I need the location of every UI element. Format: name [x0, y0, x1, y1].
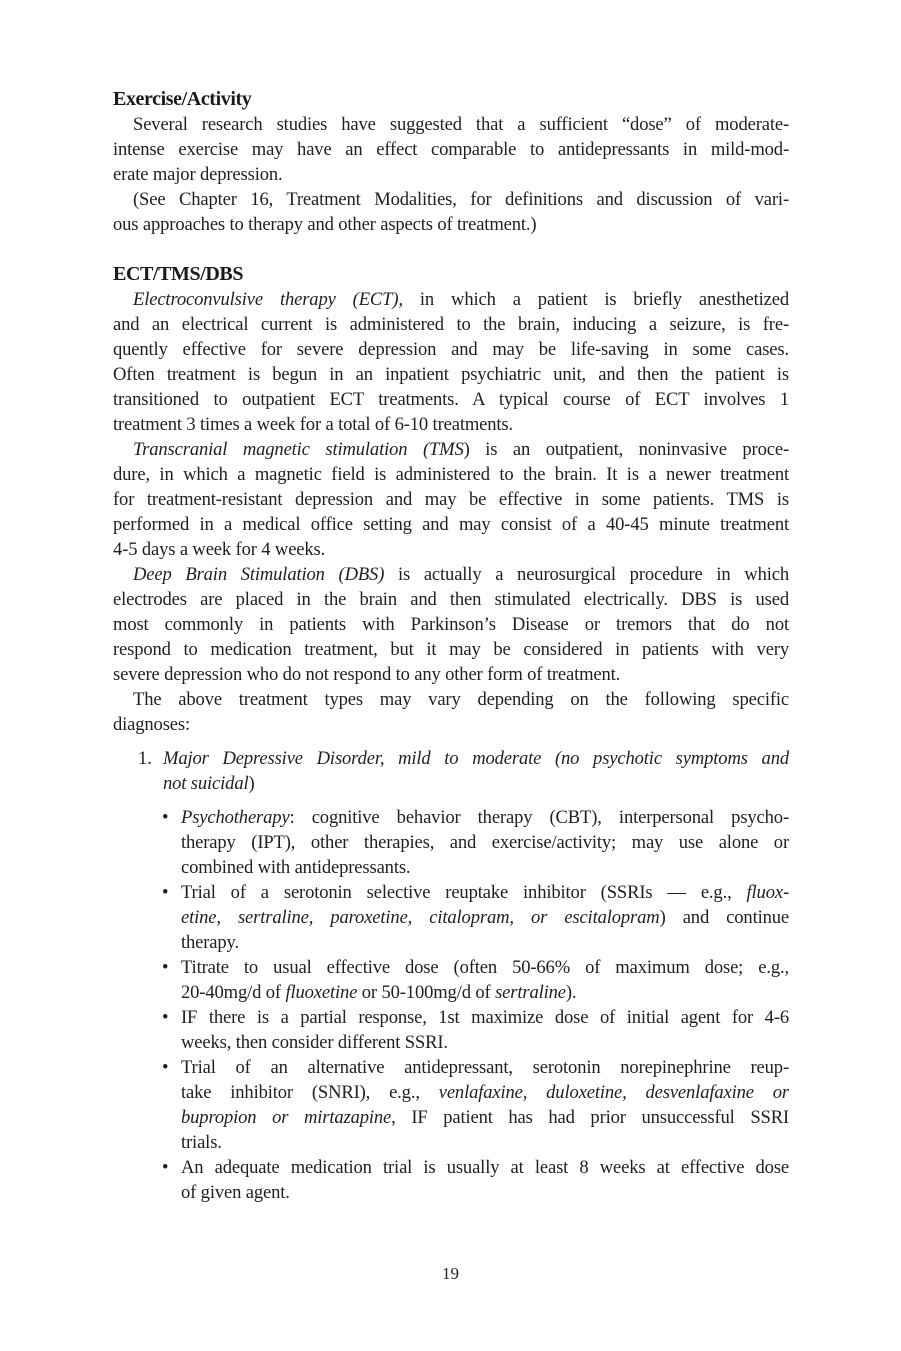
text-line: IF there is a partial response, 1st maximize dose of initial agent for 4-6 — [181, 1007, 789, 1028]
tms-term: Transcranial magnetic stimulation (TMS — [133, 439, 464, 460]
text-line: dure, in which a magnetic field is administered to the brain. It is a newer treatment — [113, 464, 789, 485]
drug-names: etine, sertraline, paroxetine, citalopram, or escitalopram — [181, 907, 660, 928]
bullet-item — [113, 880, 789, 955]
diagnosis-list-item-1 — [113, 746, 789, 796]
drug-names: venlafaxine, duloxetine, desvenlafaxine or — [438, 1082, 789, 1103]
diagnosis-title: not suicidal — [163, 773, 249, 794]
text-line — [163, 771, 789, 796]
psychotherapy-term: Psychotherapy — [181, 807, 290, 828]
text-line: for treatment-resistant depression and may be effective in some patients. TMS is — [113, 489, 789, 510]
text-span: ). — [565, 982, 577, 1003]
text-line: trials. — [181, 1132, 222, 1153]
text-line — [113, 287, 789, 312]
text-span: take inhibitor (SNRI), e.g., — [181, 1082, 439, 1103]
text-line: The above treatment types may vary depending on the following specific — [133, 689, 789, 710]
text-line: transitioned to outpatient ECT treatments. A typical course of ECT involves 1 — [113, 389, 789, 410]
text-line: intense exercise may have an effect comparable to antidepressants in mild-mod- — [113, 139, 789, 160]
bullet-item — [113, 1155, 789, 1205]
bullet-icon: • — [162, 1157, 169, 1178]
page-number: 19 — [442, 1264, 459, 1283]
bullet-item — [113, 805, 789, 880]
text-span: , IF patient has had prior unsuccessful SSRI — [391, 1107, 790, 1128]
text-line: treatment 3 times a week for a total of 6-10 treatments. — [113, 414, 514, 435]
bullet-item — [113, 1055, 789, 1155]
text-line: weeks, then consider different SSRI. — [181, 1032, 448, 1053]
text-line: performed in a medical office setting and may consist of a 40-45 minute treatment — [113, 514, 789, 535]
text-line — [181, 1105, 789, 1130]
text-line — [163, 746, 789, 771]
text-line: diagnoses: — [113, 714, 190, 735]
text-line: electrodes are placed in the brain and then stimulated electrically. DBS is used — [113, 589, 789, 610]
exercise-paragraph-1 — [113, 112, 789, 187]
text-line: and an electrical current is administered to the brain, inducing a seizure, is fre- — [113, 314, 789, 335]
text-line: erate major depression. — [113, 164, 283, 185]
bullet-icon: • — [162, 1057, 169, 1078]
text-line — [181, 805, 789, 830]
text-line: severe depression who do not respond to any other form of treatment. — [113, 664, 621, 685]
text-line: combined with antidepressants. — [181, 857, 411, 878]
text-line: Several research studies have suggested that a sufficient “dose” of moderate- — [133, 114, 789, 135]
drug-names: bupropion or mirtazapine — [181, 1107, 392, 1128]
text-line: Often treatment is begun in an inpatient psychiatric unit, and then the patient is — [113, 364, 789, 385]
text-line — [181, 1080, 789, 1105]
text-span: is actually a neurosurgical procedure in which — [384, 564, 789, 585]
ect-term: Electroconvulsive therapy (ECT), — [133, 289, 403, 310]
text-line — [181, 905, 789, 930]
text-line: (See Chapter 16, Treatment Modalities, for definitions and discussion of vari- — [133, 189, 789, 210]
section-heading-exercise: Exercise/Activity — [113, 88, 252, 110]
exercise-paragraph-2 — [113, 187, 789, 237]
dbs-paragraph — [113, 562, 789, 687]
ect-tms-dbs-section — [113, 261, 789, 737]
text-line: ous approaches to therapy and other aspects of treatment.) — [113, 214, 537, 235]
bullet-icon: • — [162, 882, 169, 903]
dbs-term: Deep Brain Stimulation (DBS) — [133, 564, 385, 585]
drug-name: fluoxetine — [285, 982, 358, 1003]
text-line: quently effective for severe depression and may be life-saving in some cases. — [113, 339, 789, 360]
text-line: therapy (IPT), other therapies, and exercise/activity; may use alone or — [181, 832, 789, 853]
text-span: or 50-100mg/d of — [357, 982, 496, 1003]
document-page — [113, 86, 789, 1205]
text-span: Trial of a serotonin selective reuptake inhibitor (SSRIs — e.g., — [181, 882, 747, 903]
bullet-icon: • — [162, 807, 169, 828]
tms-paragraph — [113, 437, 789, 562]
text-line — [181, 880, 789, 905]
text-line: respond to medication treatment, but it may be considered in patients with very — [113, 639, 789, 660]
text-line — [181, 980, 789, 1005]
drug-name: fluox- — [746, 882, 789, 903]
text-span: ) — [248, 773, 255, 794]
text-span: 20-40mg/d of — [181, 982, 286, 1003]
bullet-item — [113, 1005, 789, 1055]
exercise-section — [113, 86, 789, 237]
text-line — [113, 562, 789, 587]
text-line: of given agent. — [181, 1182, 290, 1203]
list-number: 1. — [138, 748, 152, 769]
text-line: Titrate to usual effective dose (often 50-66% of maximum dose; e.g., — [181, 957, 789, 978]
text-span: ) is an outpatient, noninvasive proce- — [463, 439, 789, 460]
text-line: most commonly in patients with Parkinson’s Disease or tremors that do not — [113, 614, 789, 635]
ect-paragraph — [113, 287, 789, 437]
bullet-item — [113, 955, 789, 1005]
bullet-icon: • — [162, 1007, 169, 1028]
diagnosis-title: Major Depressive Disorder, mild to moderate (no psychotic symptoms and — [163, 748, 789, 769]
text-line — [113, 437, 789, 462]
bullet-icon: • — [162, 957, 169, 978]
text-line: therapy. — [181, 932, 239, 953]
diagnoses-intro-paragraph — [113, 687, 789, 737]
section-heading-ect: ECT/TMS/DBS — [113, 263, 244, 285]
text-line: 4-5 days a week for 4 weeks. — [113, 539, 326, 560]
text-line: Trial of an alternative antidepressant, serotonin norepinephrine reup- — [181, 1057, 789, 1078]
text-span: in which a patient is briefly anesthetized — [402, 289, 789, 310]
text-line: An adequate medication trial is usually at least 8 weeks at effective dose — [181, 1157, 789, 1178]
text-span: : cognitive behavior therapy (CBT), interpersonal psycho- — [289, 807, 789, 828]
drug-name: sertraline — [495, 982, 566, 1003]
text-span: ) and continue — [659, 907, 789, 928]
